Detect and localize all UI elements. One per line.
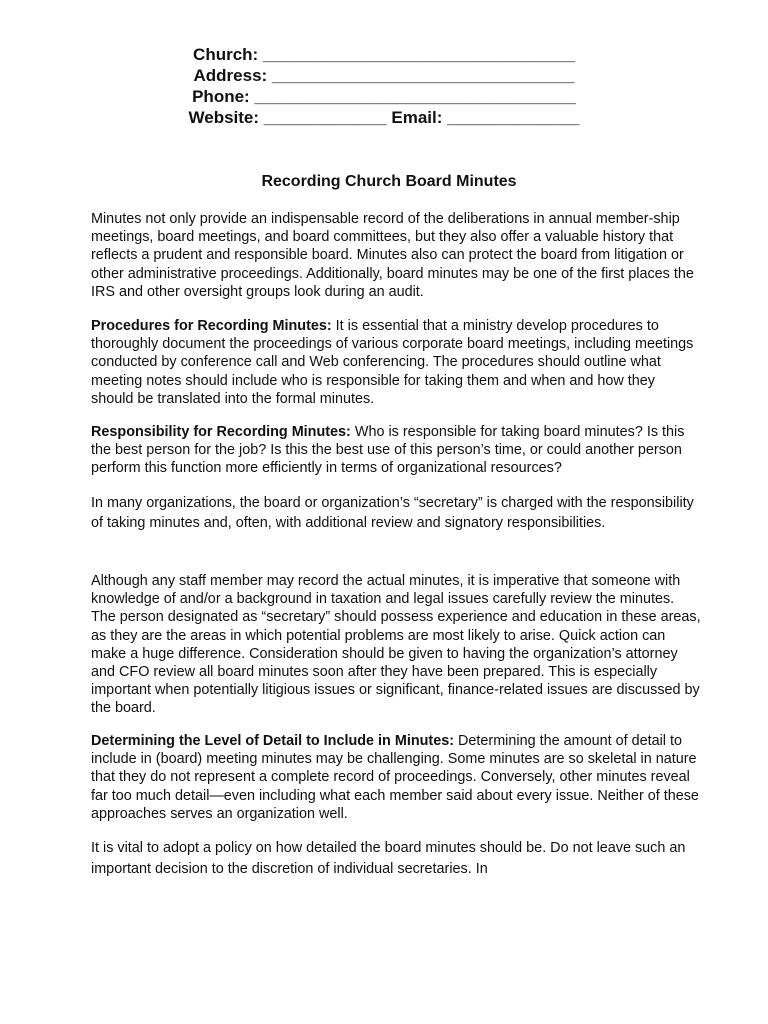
church-info-header [0,44,768,128]
detail-level-heading: Determining the Level of Detail to Include in Minutes: [91,733,454,749]
secretary-paragraph-text: In many organizations, the board or organization’s “secretary” is charged with the responsibility of taking minutes and, often, with additional review and signatory responsibilities. [91,495,694,531]
address-field-line: Address: ________________________________ [193,66,575,85]
detail-level-paragraph-text: Determining the amount of detail to include in (board) meeting minutes may be challenging. Some minutes are so skeletal in nature that they do not represent a complete record of proceedings. Conversely, other minutes reveal far too much detail—even including what each member said about every issue. Neither of these approaches serves an organization well. [91,733,699,822]
phone-field-line: Phone: __________________________________ [192,87,576,106]
review-paragraph-text: Although any staff member may record the actual minutes, it is imperative that someone with knowledge of and/or a background in taxation and legal issues carefully review the minutes. The person designated as “secretary” should possess experience and education in these areas, as they are the areas in which potential problems are most likely to arise. Quick action can make a huge difference. Consideration should be given to having the organization’s attorney and CFO review all board minutes soon after they have been prepared. This is especially important when potentially litigious issues or significant, finance-related issues are discussed by the board. [91,573,701,717]
responsibility-paragraph [91,423,701,478]
procedures-paragraph [91,317,701,408]
review-paragraph [91,572,701,718]
policy-paragraph [91,838,701,880]
responsibility-heading: Responsibility for Recording Minutes: [91,424,351,440]
intro-paragraph [91,210,701,301]
intro-paragraph-text: Minutes not only provide an indispensable record of the deliberations in annual member-ship meetings, board meetings, and board committees, but they also offer a valuable history that reflects a prudent and responsible board. Minutes also can protect the board from litigation or other administrative proceedings. Additionally, board minutes may be one of the first places the IRS and other oversight groups look during an audit. [91,211,694,300]
church-field-line: Church: _________________________________ [193,45,575,64]
procedures-paragraph-text: It is essential that a ministry develop procedures to thoroughly document the proceedings of various corporate board meetings, including meetings conducted by conference call and Web conferencing. The procedures should outline what meeting notes should include who is responsible for taking them and when and how they should be translated into the formal minutes. [91,318,694,407]
page-title: Recording Church Board Minutes [261,173,517,190]
responsibility-paragraph-text: Who is responsible for taking board minutes? Is this the best person for the job? Is this the best use of this person’s time, or could another person perform this function more efficiently in terms of organizational resources? [91,424,685,477]
website-email-field-line: Website: _____________ Email: ______________ [188,108,580,127]
detail-level-paragraph [91,732,701,823]
policy-paragraph-text: It is vital to adopt a policy on how detailed the board minutes should be. Do not leave such an important decision to the discretion of individual secretaries. In [91,840,686,877]
secretary-paragraph [91,494,701,533]
procedures-heading: Procedures for Recording Minutes: [91,318,332,334]
